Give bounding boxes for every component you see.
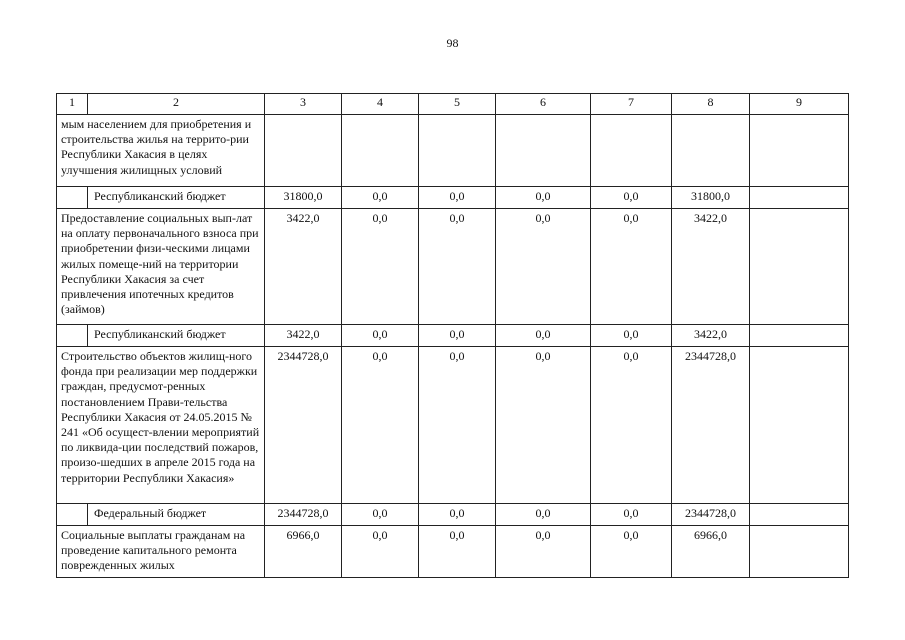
funding-source-label: Федеральный бюджет: [88, 504, 265, 526]
header-cell: 9: [750, 94, 849, 115]
value-cell: 0,0: [591, 504, 672, 526]
value-cell: [265, 115, 342, 187]
value-cell: 0,0: [496, 347, 591, 504]
table-row: [57, 209, 849, 325]
value-cell: 0,0: [496, 187, 591, 209]
value-cell: 0,0: [591, 209, 672, 325]
table-row: [57, 115, 849, 187]
funding-source-label: Республиканский бюджет: [88, 187, 265, 209]
measure-description: мым населением для приобретения и строительства жилья на террито-рии Республики Хакасия в целях улучшения жилищных условий: [57, 115, 265, 187]
value-cell: 6966,0: [672, 526, 750, 578]
value-cell: [750, 526, 849, 578]
measure-description: Предоставление социальных вып-лат на оплату первоначального взноса при приобретении физи-ческими лицами жилых помеще-ний на территории Республики Хакасия за счет привлечения ипотечных кредитов (займов): [57, 209, 265, 325]
value-cell: 2344728,0: [265, 504, 342, 526]
value-cell: 2344728,0: [265, 347, 342, 504]
value-cell: 0,0: [342, 209, 419, 325]
value-cell: [750, 325, 849, 347]
value-cell: 0,0: [419, 209, 496, 325]
header-cell: 6: [496, 94, 591, 115]
table-row: [57, 347, 849, 504]
value-cell: 0,0: [342, 325, 419, 347]
header-cell: 1: [57, 94, 88, 115]
header-cell: 2: [88, 94, 265, 115]
value-cell: 0,0: [591, 325, 672, 347]
value-cell: 0,0: [496, 209, 591, 325]
value-cell: [750, 187, 849, 209]
value-cell: 3422,0: [672, 325, 750, 347]
value-cell: 6966,0: [265, 526, 342, 578]
header-cell: 7: [591, 94, 672, 115]
value-cell: [419, 115, 496, 187]
value-cell: [750, 115, 849, 187]
value-cell: 0,0: [419, 504, 496, 526]
value-cell: 0,0: [419, 325, 496, 347]
empty-cell: [57, 504, 88, 526]
value-cell: [750, 209, 849, 325]
value-cell: [496, 115, 591, 187]
value-cell: 3422,0: [265, 325, 342, 347]
value-cell: [750, 347, 849, 504]
value-cell: 0,0: [591, 526, 672, 578]
budget-table: [56, 93, 849, 578]
value-cell: 0,0: [496, 325, 591, 347]
value-cell: 0,0: [342, 187, 419, 209]
header-cell: 5: [419, 94, 496, 115]
empty-cell: [57, 187, 88, 209]
table-row: [57, 526, 849, 578]
measure-description: Социальные выплаты гражданам на проведение капитального ремонта поврежденных жилых: [57, 526, 265, 578]
page-number: 98: [446, 36, 459, 50]
value-cell: [591, 115, 672, 187]
header-cell: 4: [342, 94, 419, 115]
table-row: [57, 325, 849, 347]
value-cell: 0,0: [342, 347, 419, 504]
measure-description: Строительство объектов жилищ-ного фонда при реализации мер поддержки граждан, предусмот-ренных постановлением Прави-тельства Республики Хакасия от 24.05.2015 № 241 «Об осущест-влении мероприятий по ликвида-ции последствий пожаров, произо-шедших в апреле 2015 года на территории Республики Хакасия»: [57, 347, 265, 504]
value-cell: 0,0: [419, 347, 496, 504]
value-cell: 0,0: [591, 187, 672, 209]
value-cell: 0,0: [342, 504, 419, 526]
value-cell: [750, 504, 849, 526]
value-cell: 0,0: [496, 504, 591, 526]
value-cell: 31800,0: [672, 187, 750, 209]
value-cell: 3422,0: [672, 209, 750, 325]
value-cell: 2344728,0: [672, 347, 750, 504]
value-cell: 31800,0: [265, 187, 342, 209]
value-cell: 0,0: [496, 526, 591, 578]
value-cell: 2344728,0: [672, 504, 750, 526]
table-row: [57, 187, 849, 209]
header-cell: 3: [265, 94, 342, 115]
empty-cell: [57, 325, 88, 347]
table-row: [57, 504, 849, 526]
value-cell: 0,0: [419, 526, 496, 578]
funding-source-label: Республиканский бюджет: [88, 325, 265, 347]
value-cell: 3422,0: [265, 209, 342, 325]
header-cell: 8: [672, 94, 750, 115]
value-cell: 0,0: [342, 526, 419, 578]
value-cell: 0,0: [591, 347, 672, 504]
value-cell: 0,0: [419, 187, 496, 209]
value-cell: [342, 115, 419, 187]
value-cell: [672, 115, 750, 187]
header-row: [57, 94, 849, 115]
